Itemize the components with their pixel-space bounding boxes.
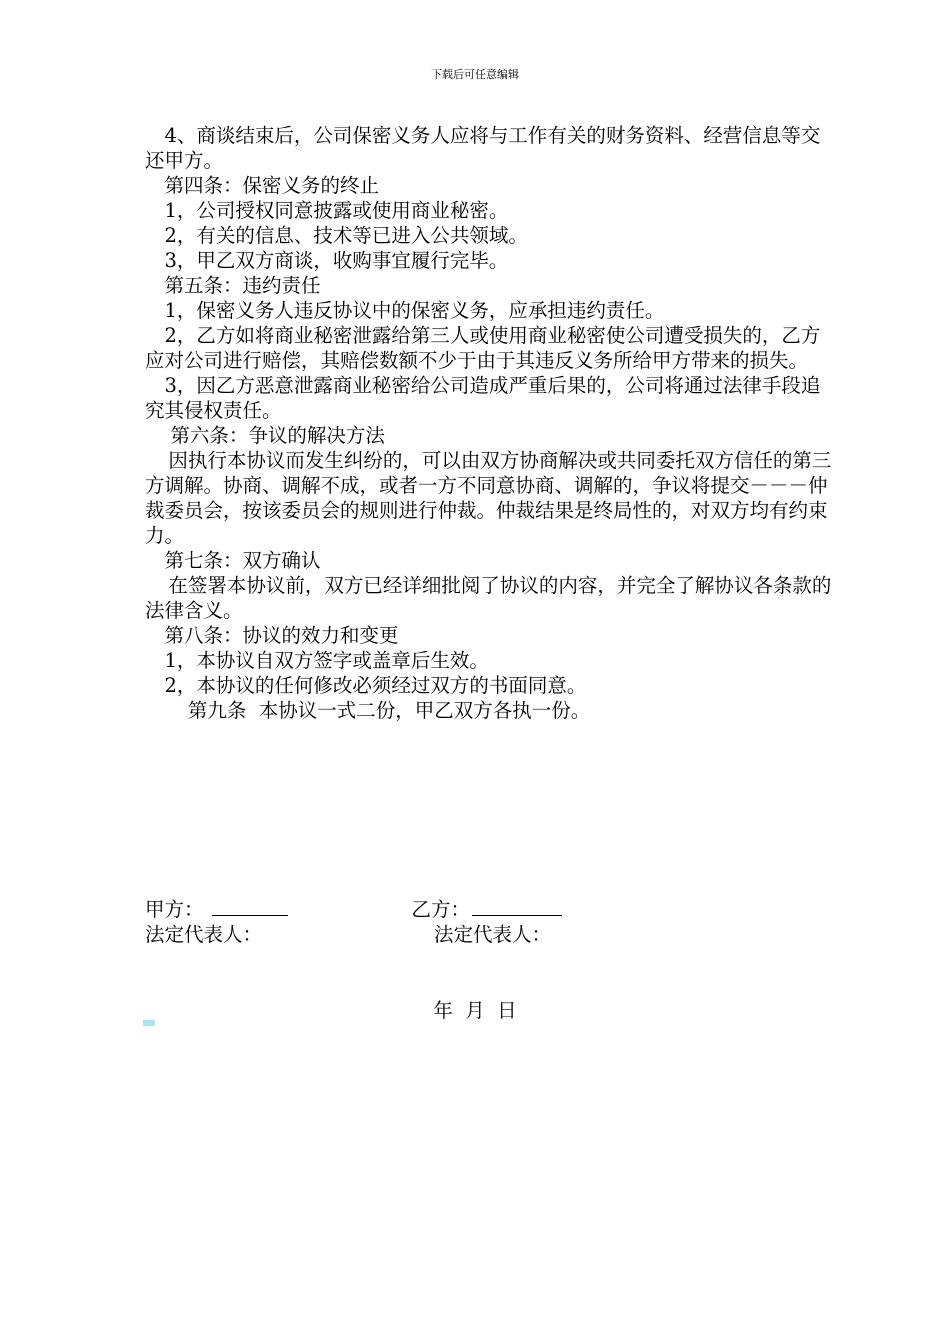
contract-paragraph: 1，本协议自双方签字或盖章后生效。 xyxy=(164,649,489,672)
contract-paragraph: 在签署本协议前，双方已经详细批阅了协议的内容，并完全了解协议各条款的法律含义。 xyxy=(145,574,832,622)
party-b-signature-blank[interactable] xyxy=(472,897,562,916)
signature-row-representative xyxy=(145,922,551,947)
contract-paragraph: 第七条：双方确认 xyxy=(164,549,321,572)
contract-paragraph: 2，乙方如将商业秘密泄露给第三人或使用商业秘密使公司遭受损失的，乙方应对公司进行赔偿，其赔偿数额不少于由于其违反义务所给甲方带来的损失。 xyxy=(145,324,821,372)
contract-paragraph: 第五条：违约责任 xyxy=(164,274,321,297)
contract-paragraph: 3，因乙方恶意泄露商业秘密给公司造成严重后果的，公司将通过法律手段追究其侵权责任。 xyxy=(145,374,821,422)
contract-paragraph: 2，有关的信息、技术等已进入公共领域。 xyxy=(164,224,528,247)
contract-paragraph: 第四条：保密义务的终止 xyxy=(164,174,380,197)
party-a-signature-blank[interactable] xyxy=(212,897,288,916)
rep-a-label: 法定代表人： xyxy=(145,923,263,946)
signing-date: 年 月 日 xyxy=(433,999,517,1022)
contract-body xyxy=(145,123,835,723)
contract-paragraph: 3，甲乙双方商谈，收购事宜履行完毕。 xyxy=(164,249,509,272)
contract-paragraph: 因执行本协议而发生纠纷的，可以由双方协商解决或共同委托双方信任的第三方调解。协商、调解不成，或者一方不同意协商、调解的，争议将提交－－－仲裁委员会，按该委员会的规则进行仲裁。仲裁结果是终局性的，对双方均有约束力。 xyxy=(145,449,832,547)
party-a-label: 甲方： xyxy=(145,898,204,921)
signature-row-party xyxy=(145,897,562,922)
contract-paragraph: 第八条：协议的效力和变更 xyxy=(164,624,399,647)
party-b-label: 乙方： xyxy=(411,898,471,921)
contract-paragraph: 第九条 本协议一式二份，甲乙双方各执一份。 xyxy=(187,699,591,722)
contract-paragraph: 1，保密义务人违反协议中的保密义务，应承担违约责任。 xyxy=(164,299,665,322)
rep-b-label: 法定代表人： xyxy=(434,923,552,946)
contract-paragraph: 4、商谈结束后，公司保密义务人应将与工作有关的财务资料、经营信息等交还甲方。 xyxy=(145,124,821,172)
highlight-marker xyxy=(143,1020,155,1026)
contract-paragraph: 2，本协议的任何修改必须经过双方的书面同意。 xyxy=(164,674,587,697)
contract-paragraph: 1，公司授权同意披露或使用商业秘密。 xyxy=(164,199,509,222)
contract-paragraph: 第六条：争议的解决方法 xyxy=(170,424,385,447)
page-header-note: 下载后可任意编辑 xyxy=(431,68,519,81)
